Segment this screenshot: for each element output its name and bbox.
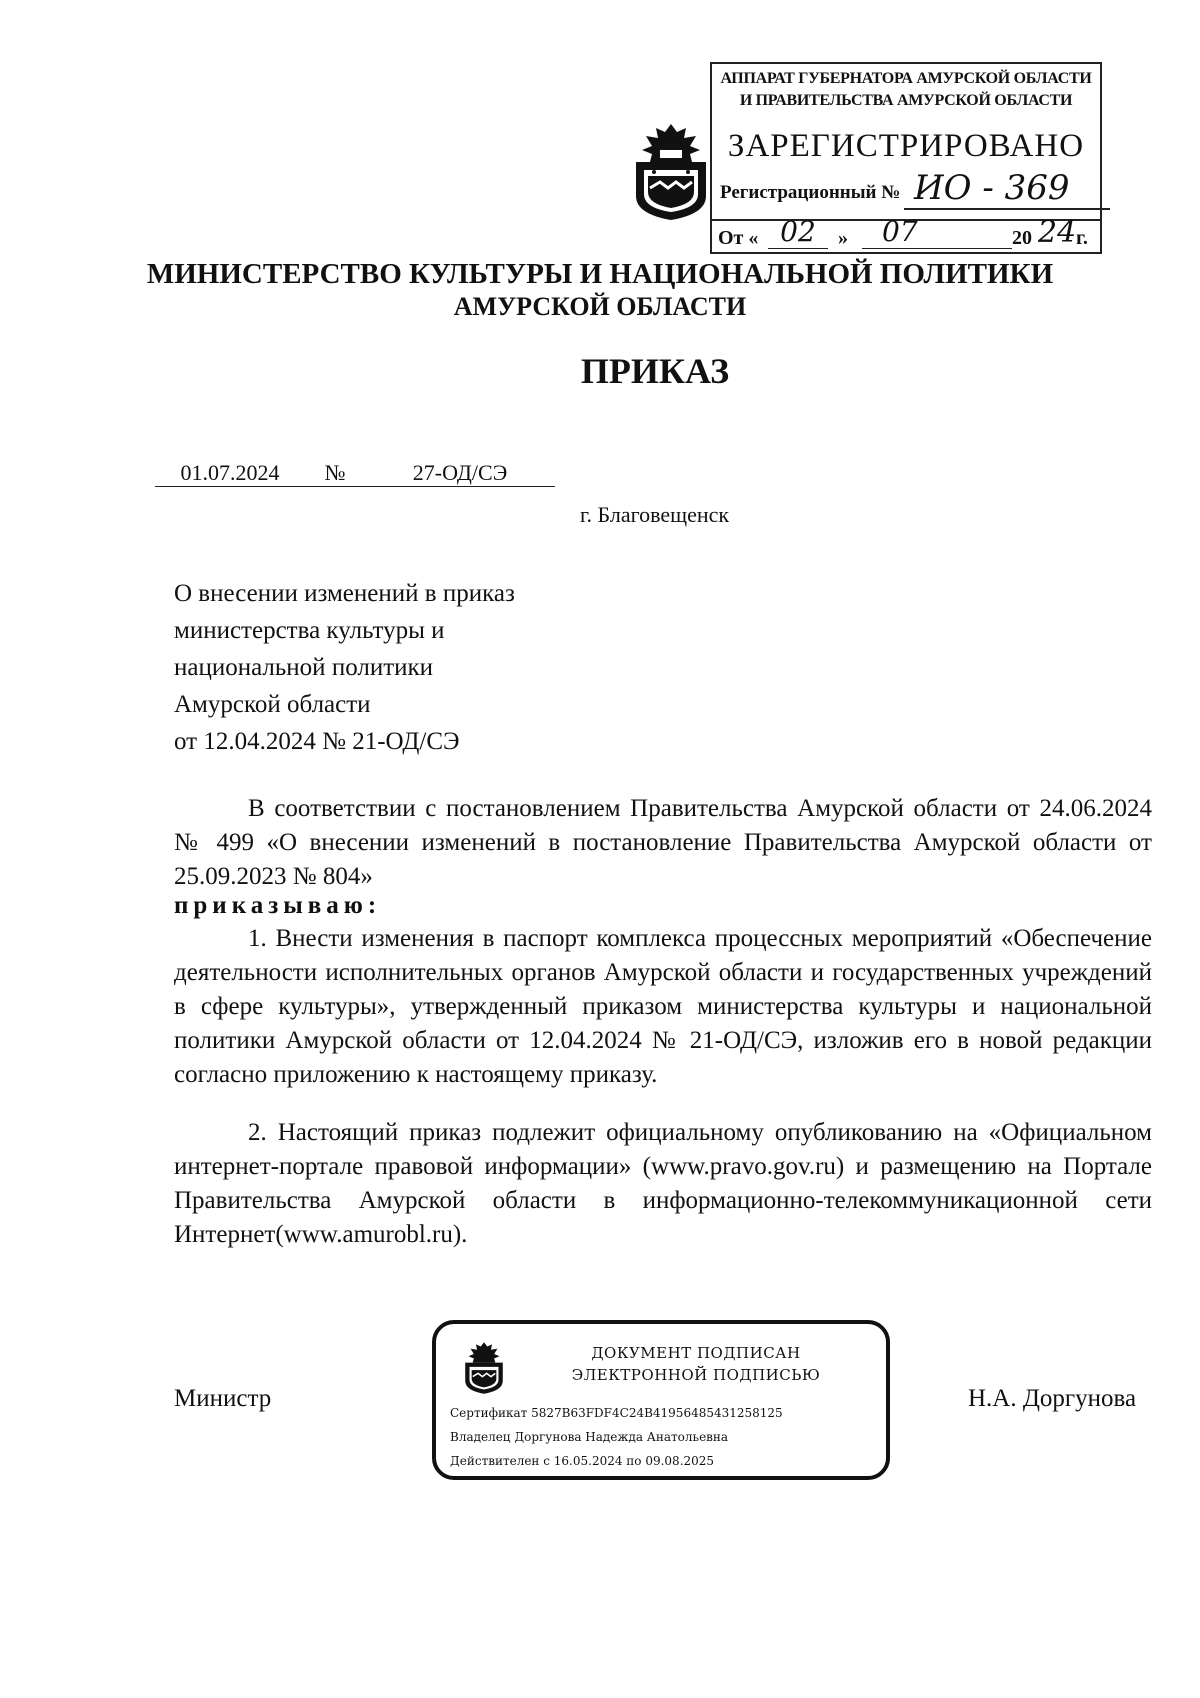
order-subject — [174, 575, 614, 760]
order-item-2: 2. Настоящий приказ подлежит официальному опубликованию на «Официальном интернет-портале правовой информации» (www.pravo.gov.ru) и размещению на Портале Правительства Амурской области в информационно-телекоммуникационной сети Интернет(www.amurobl.ru). — [174, 1119, 1152, 1248]
stamp-quote-close: » — [838, 227, 848, 249]
ministry-name-line1: МИНИСТЕРСТВО КУЛЬТУРЫ И НАЦИОНАЛЬНОЙ ПОЛИТИКИ — [146, 258, 1054, 290]
signer-name: Н.А. Доргунова — [968, 1385, 1137, 1412]
stamp-date-row — [712, 215, 1100, 255]
signer-position: Министр — [174, 1385, 272, 1412]
stamp-org-line1: АППАРАТ ГУБЕРНАТОРА АМУРСКОЙ ОБЛАСТИ — [720, 70, 1092, 87]
order-number-sign: № — [305, 460, 365, 487]
signature-certificate: Сертификат 5827B63FDF4C24B41956485431258125 — [450, 1406, 783, 1420]
subject-line: министерства культуры и — [174, 617, 445, 644]
order-date-number-line — [155, 460, 555, 487]
stamp-org-line2: И ПРАВИТЕЛЬСТВА АМУРСКОЙ ОБЛАСТИ — [739, 92, 1073, 109]
signature-stamp-heading1: ДОКУМЕНТ ПОДПИСАН — [591, 1344, 801, 1362]
subject-line: национальной политики — [174, 654, 434, 681]
document-type-title: ПРИКАЗ — [580, 351, 730, 391]
registration-stamp — [710, 62, 1102, 254]
order-item-1: 1. Внести изменения в паспорт комплекса процессных мероприятий «Обеспечение деятельности исполнительных органов Амурской области и государственных учреждений в сфере культуры», утвержденный приказом министерства культуры и национальной политики Амурской области от 12.04.2024 № 21-ОД/СЭ, изложив его в новой редакции согласно приложению к настоящему приказу. — [174, 925, 1152, 1088]
signature-stamp-heading2: ЭЛЕКТРОННОЙ ПОДПИСЬЮ — [571, 1366, 821, 1384]
order-city: г. Благовещенск — [580, 502, 730, 527]
stamp-date-prefix: От « — [718, 227, 759, 249]
stamp-number-label: Регистрационный № — [720, 182, 901, 203]
subject-line: от 12.04.2024 № 21-ОД/СЭ — [174, 728, 460, 755]
order-verb: приказываю: — [174, 892, 382, 919]
ministry-name-line2: АМУРСКОЙ ОБЛАСТИ — [453, 292, 747, 321]
order-number: 27-ОД/СЭ — [365, 460, 555, 487]
stamp-day: 02 — [768, 215, 828, 249]
subject-line: О внесении изменений в приказ — [174, 580, 515, 607]
signature-emblem-icon — [462, 1340, 506, 1396]
stamp-registered: ЗАРЕГИСТРИРОВАНО — [727, 128, 1085, 164]
stamp-year-suffix: 24 — [1038, 215, 1077, 250]
signature-owner: Владелец Доргунова Надежда Анатольевна — [450, 1430, 729, 1444]
stamp-year-end: г. — [1076, 227, 1088, 249]
preamble-paragraph: В соответствии с постановлением Правительства Амурской области от 24.06.2024 № 499 «О внесении изменений в постановление Правительства Амурской области от 25.09.2023 № 804» — [174, 795, 1152, 890]
subject-line: Амурской области — [174, 691, 371, 718]
stamp-month: 07 — [862, 215, 1012, 249]
order-date: 01.07.2024 — [155, 460, 305, 487]
coat-of-arms-icon — [630, 122, 712, 222]
stamp-number-value: ИО - 369 — [904, 168, 1110, 210]
electronic-signature-stamp — [432, 1320, 890, 1480]
signature-validity: Действителен с 16.05.2024 по 09.08.2025 — [450, 1454, 715, 1468]
stamp-year-prefix: 20 — [1012, 227, 1032, 249]
